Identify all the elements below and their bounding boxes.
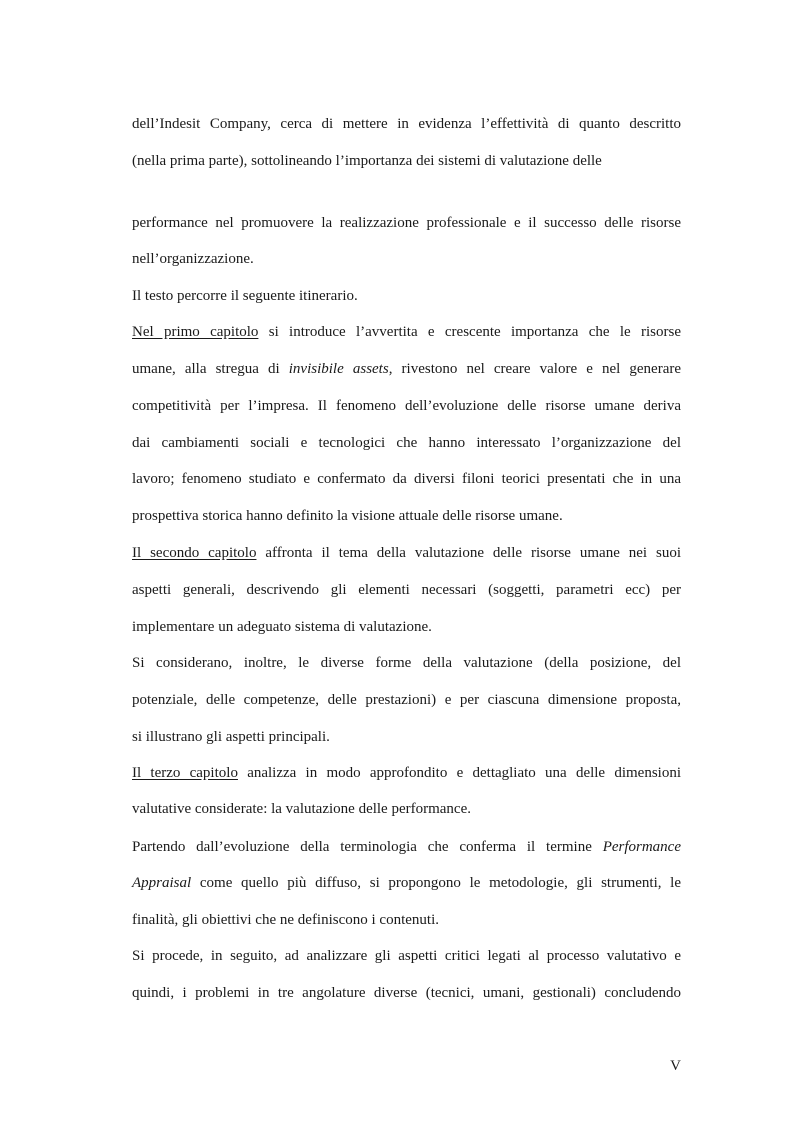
text-segment: Si considerano, inoltre, le diverse forme della valutazione (della posizione, del xyxy=(132,655,681,671)
text-segment: prospettiva storica hanno definito la visione attuale delle risorse umane. xyxy=(132,508,563,524)
text-line xyxy=(132,653,681,673)
text-segment: dai cambiamenti sociali e tecnologici che hanno interessato l’organizzazione del xyxy=(132,435,681,451)
text-line xyxy=(132,799,681,819)
text-line xyxy=(132,837,681,857)
chapter-heading-link: Il secondo capitolo xyxy=(132,545,257,561)
text-segment: , rivestono nel creare valore e nel generare xyxy=(388,361,681,377)
italic-term: Performance xyxy=(602,839,681,855)
text-segment: finalità, gli obiettivi che ne definiscono i contenuti. xyxy=(132,912,440,928)
text-line xyxy=(132,469,681,489)
text-line xyxy=(132,727,681,747)
text-segment: si introduce l’avvertita e crescente importanza che le risorse xyxy=(258,324,681,340)
text-segment: affronta il tema della valutazione delle risorse umane nei suoi xyxy=(256,545,682,561)
text-line xyxy=(132,433,681,453)
text-line xyxy=(132,690,681,710)
text-segment: potenziale, delle competenze, delle prestazioni) e per ciascuna dimensione proposta, xyxy=(132,692,681,708)
text-line xyxy=(132,396,681,416)
italic-term: invisibile assets xyxy=(288,361,389,377)
text-segment: (nella prima parte), sottolineando l’importanza dei sistemi di valutazione delle xyxy=(132,153,602,169)
chapter-heading-link: Il terzo capitolo xyxy=(132,765,238,781)
text-segment: Il testo percorre il seguente itinerario. xyxy=(132,288,358,304)
text-segment: lavoro; fenomeno studiato e confermato da diversi filoni teorici presentati che in una xyxy=(132,471,681,487)
text-segment: aspetti generali, descrivendo gli elementi necessari (soggetti, parametri ecc) per xyxy=(132,582,681,598)
text-line xyxy=(132,322,681,342)
text-segment: dell’Indesit Company, cerca di mettere in evidenza l’effettività di quanto descritto xyxy=(132,116,681,132)
text-segment: valutative considerate: la valutazione delle performance. xyxy=(132,801,472,817)
text-line xyxy=(132,151,681,171)
text-line xyxy=(132,910,681,930)
text-line xyxy=(132,506,681,526)
text-segment: umane, alla stregua di xyxy=(132,361,289,377)
text-segment: competitività per l’impresa. Il fenomeno dell’evoluzione delle risorse umane deriva xyxy=(132,398,681,414)
text-line xyxy=(132,114,681,134)
chapter-heading-link: Nel primo capitolo xyxy=(132,324,259,340)
text-segment: quindi, i problemi in tre angolature diverse (tecnici, umani, gestionali) concludendo xyxy=(132,985,681,1001)
text-segment: come quello più diffuso, si propongono le metodologie, gli strumenti, le xyxy=(191,875,681,891)
text-line xyxy=(132,873,681,893)
text-segment: Si procede, in seguito, ad analizzare gli aspetti critici legati al processo valutativo e xyxy=(132,948,681,964)
text-segment: implementare un adeguato sistema di valutazione. xyxy=(132,619,432,635)
page-number: V xyxy=(670,1058,681,1074)
text-line xyxy=(132,359,681,379)
text-segment: Partendo dall’evoluzione della terminologia che conferma il termine xyxy=(132,839,603,855)
text-segment: analizza in modo approfondito e dettagliato una delle dimensioni xyxy=(237,765,681,781)
text-segment: si illustrano gli aspetti principali. xyxy=(132,729,330,745)
text-line xyxy=(132,617,681,637)
text-line xyxy=(132,213,681,233)
text-segment: nell’organizzazione. xyxy=(132,251,254,267)
text-line xyxy=(132,983,681,1003)
text-line xyxy=(132,286,681,306)
text-line xyxy=(132,763,681,783)
text-line xyxy=(132,543,681,563)
italic-term: Appraisal xyxy=(132,875,192,891)
text-line xyxy=(132,580,681,600)
text-line xyxy=(132,946,681,966)
text-segment: performance nel promuovere la realizzazione professionale e il successo delle risorse xyxy=(132,215,681,231)
text-line xyxy=(132,249,681,269)
